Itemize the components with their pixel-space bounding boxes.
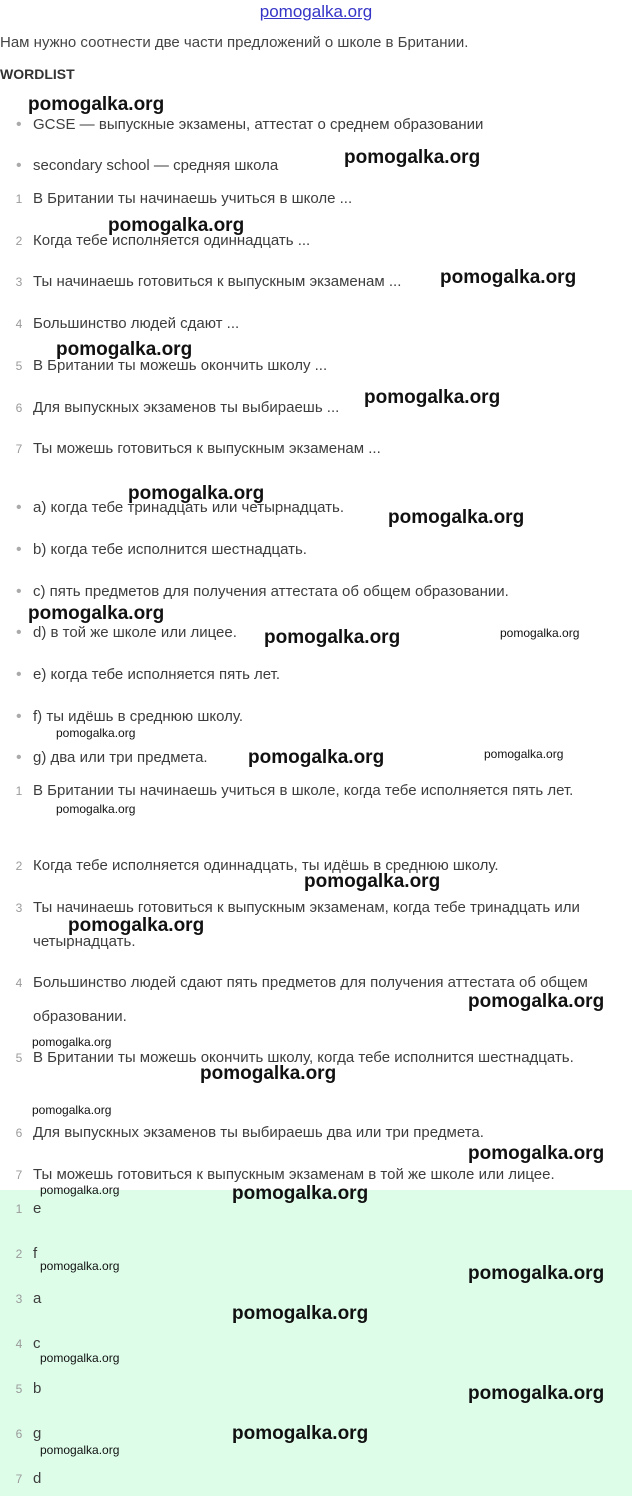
watermark-text: pomogalka.org <box>28 94 165 115</box>
bullet-icon: • <box>16 157 22 174</box>
bullet-icon: • <box>16 116 22 133</box>
watermark-text: pomogalka.org <box>232 1303 369 1324</box>
watermark-text: pomogalka.org <box>248 747 385 768</box>
watermark-text: pomogalka.org <box>304 871 441 892</box>
watermark-text: pomogalka.org <box>32 1035 112 1049</box>
bullet-icon: • <box>16 499 22 516</box>
watermark-text: pomogalka.org <box>40 1351 120 1365</box>
watermark-text: pomogalka.org <box>232 1183 369 1204</box>
watermark-text: pomogalka.org <box>32 1103 112 1117</box>
task-intro: Нам нужно соотнести две части предложений о школе в Британии. <box>0 34 469 51</box>
watermark-text: pomogalka.org <box>344 147 481 168</box>
watermark-text: pomogalka.org <box>108 215 245 236</box>
watermark-text: pomogalka.org <box>468 1383 605 1404</box>
watermark-text: pomogalka.org <box>28 603 165 624</box>
watermark-text: pomogalka.org <box>364 387 501 408</box>
watermark-text: pomogalka.org <box>200 1063 337 1084</box>
bullet-icon: • <box>16 749 22 766</box>
bullet-icon: • <box>16 624 22 641</box>
site-link[interactable]: pomogalka.org <box>259 2 373 21</box>
watermark-text: pomogalka.org <box>56 726 136 740</box>
watermark-text: pomogalka.org <box>56 339 193 360</box>
bullet-icon: • <box>16 708 22 725</box>
watermark-text: pomogalka.org <box>388 507 525 528</box>
wordlist-title: WORDLIST <box>0 66 75 82</box>
watermark-text: pomogalka.org <box>56 802 136 816</box>
watermark-text: pomogalka.org <box>468 1143 605 1164</box>
watermark-text: pomogalka.org <box>468 991 605 1012</box>
watermark-text: pomogalka.org <box>500 626 580 640</box>
watermark-text: pomogalka.org <box>484 747 564 761</box>
watermark-text: pomogalka.org <box>468 1263 605 1284</box>
watermark-text: pomogalka.org <box>128 483 265 504</box>
bullet-icon: • <box>16 541 22 558</box>
watermark-text: pomogalka.org <box>440 267 577 288</box>
bullet-icon: • <box>16 666 22 683</box>
watermark-text: pomogalka.org <box>40 1183 120 1197</box>
watermark-text: pomogalka.org <box>40 1443 120 1457</box>
bullet-icon: • <box>16 583 22 600</box>
watermark-text: pomogalka.org <box>40 1259 120 1273</box>
watermark-text: pomogalka.org <box>232 1423 369 1444</box>
watermark-text: pomogalka.org <box>264 627 401 648</box>
watermark-text: pomogalka.org <box>68 915 205 936</box>
